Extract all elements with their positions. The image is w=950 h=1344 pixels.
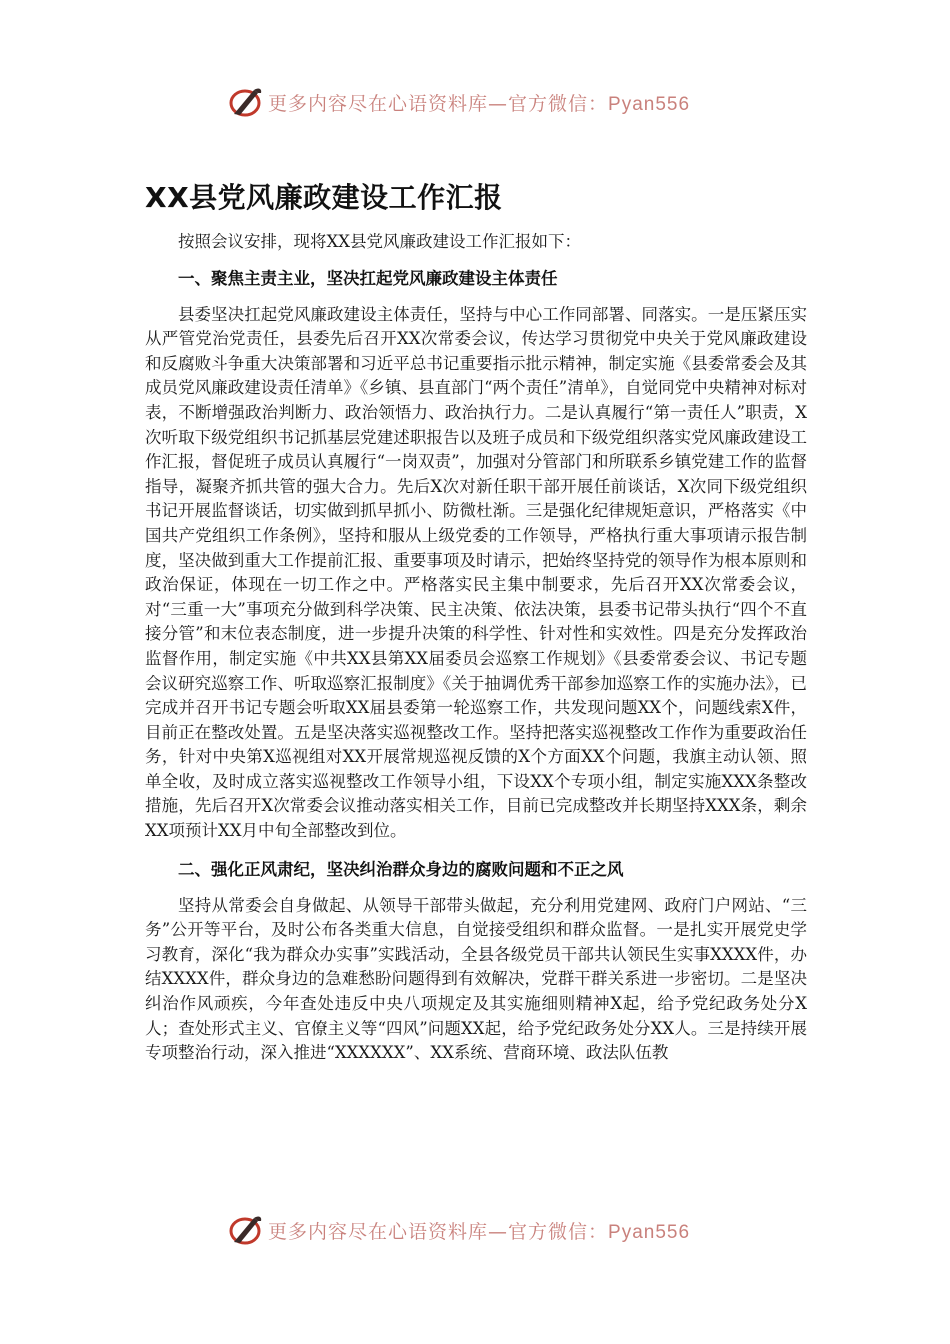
quill-pen-logo-icon (228, 84, 264, 120)
banner-text (268, 89, 690, 116)
section-2-heading: 二、强化正风肃纪，坚决纠治群众身边的腐败问题和不正之风 (178, 859, 624, 879)
document-body (145, 230, 807, 1066)
banner-wechat-id: Pyan556 (608, 93, 691, 115)
banner-text (268, 1217, 690, 1244)
footer-banner (228, 1210, 748, 1250)
header-banner (228, 82, 748, 122)
banner-slogan: 更多内容尽在心语资料库—官方微信： (268, 1220, 609, 1243)
section-1-body: 县委坚决扛起党风廉政建设主体责任，坚持与中心工作同部署、同落实。一是压紧压实从严管党治党责任，县委先后召开XX次常委会议，传达学习贯彻党中央关于党风廉政建设和反腐败斗争重大决策部署和习近平总书记重要指示批示精神，制定实施《县委常委会及其成员党风廉政建设责任清单》《乡镇、县直部门“两个责任”清单》，自觉同党中央精神对标对表，不断增强政治判断力、政治领悟力、政治执行力。二是认真履行“第一责任人”职责，X次听取下级党组织书记抓基层党建述职报告以及班子成员和下级党组织落实党风廉政建设工作汇报，督促班子成员认真履行“一岗双责”，加强对分管部门和所联系乡镇党建工作的监督指导，凝聚齐抓共管的强大合力。先后X次对新任职干部开展任前谈话，X次同下级党组织书记开展监督谈话，切实做到抓早抓小、防微杜渐。三是强化纪律规矩意识，严格落实《中国共产党组织工作条例》，坚持和服从上级党委的工作领导，严格执行重大事项请示报告制度，坚决做到重大工作提前汇报、重要事项及时请示，把始终坚持党的领导作为根本原则和政治保证，体现在一切工作之中。严格落实民主集中制要求，先后召开XX次常委会议，对“三重一大”事项充分做到科学决策、民主决策、依法决策，县委书记带头执行“四个不直接分管”和末位表态制度，进一步提升决策的科学性、针对性和实效性。四是充分发挥政治监督作用，制定实施《中共XX县第XX届委员会巡察工作规划》《县委常委会议、书记专题会议研究巡察工作、听取巡察汇报制度》《关于抽调优秀干部参加巡察工作的实施办法》，已完成并召开书记专题会听取XX届县委第一轮巡察工作，共发现问题XX个，问题线索X件，目前正在整改处置。五是坚决落实巡视整改工作。坚持把落实巡视整改工作作为重要政治任务，针对中央第X巡视组对XX开展常规巡视反馈的X个方面XX个问题，我旗主动认领、照单全收，及时成立落实巡视整改工作领导小组，下设XX个专项小组，制定实施XXX条整改措施，先后召开X次常委会议推动落实相关工作，目前已完成整改并长期坚持XXX条，剩余XX项预计XX月中旬全部整改到位。 (145, 304, 807, 841)
banner-slogan: 更多内容尽在心语资料库—官方微信： (268, 92, 609, 115)
section-2-body: 坚持从常委会自身做起、从领导干部带头做起，充分利用党建网、政府门户网站、“三务”公开等平台，及时公布各类重大信息，自觉接受组织和群众监督。一是扎实开展党史学习教育，深化“我为群众办实事”实践活动，全县各级党员干部共认领民生实事XXXX件，办结XXXX件，群众身边的急难愁盼问题得到有效解决，党群干群关系进一步密切。二是坚决纠治作风顽疾，今年查处违反中央八项规定及其实施细则精神X起，给予党纪政务处分X人；查处形式主义、官僚主义等“四风”问题XX起，给予党纪政务处分XX人。三是持续开展专项整治行动，深入推进“XXXXXX”、XX系统、营商环境、政法队伍教 (145, 895, 807, 1063)
document-title: XX县党风廉政建设工作汇报 (145, 181, 503, 214)
banner-wechat-id: Pyan556 (608, 1221, 691, 1243)
intro-paragraph: 按照会议安排，现将XX县党风廉政建设工作汇报如下： (178, 232, 581, 251)
quill-pen-logo-icon (228, 1212, 264, 1248)
section-1-heading: 一、聚焦主责主业，坚决扛起党风廉政建设主体责任 (178, 268, 558, 288)
